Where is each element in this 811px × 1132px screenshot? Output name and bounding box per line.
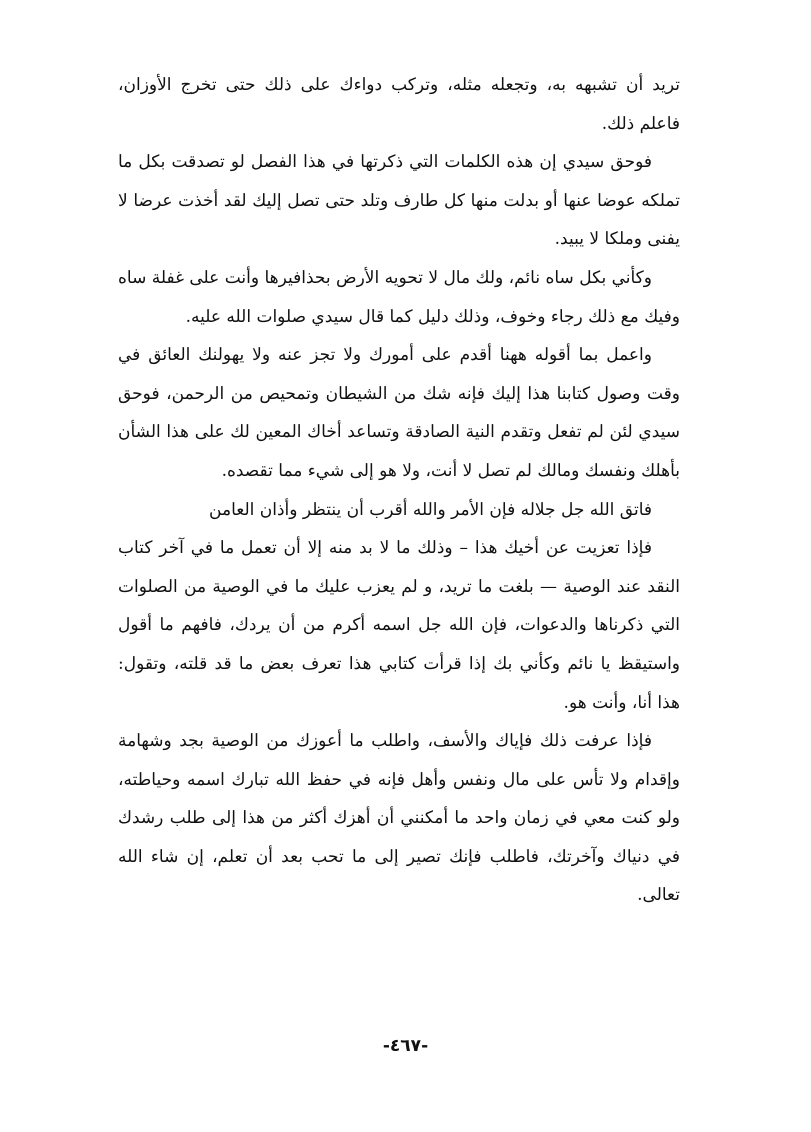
paragraph: وكأني بكل ساه نائم، ولك مال لا تحويه الأرض بحذافيرها وأنت على غفلة ساه وفيك مع ذلك رجاء وخوف، وذلك دليل كما قال سيدي صلوات الله عليه. — [118, 267, 680, 327]
page-number: -٤٦٧- — [382, 1036, 429, 1056]
paragraph-continuation: تريد أن تشبهه به، وتجعله مثله، وتركب دواءك على ذلك حتى تخرج الأوزان، فاعلم ذلك. — [118, 75, 680, 134]
paragraph: فاتق الله جل جلاله فإن الأمر والله أقرب أن ينتظر وأذان العامن — [209, 499, 652, 520]
paragraph: فإذا عرفت ذلك فإياك والأسف، واطلب ما أعوزك من الوصية بجد وشهامة وإقدام ولا تأس على مال ونفس وأهل فإنه في حفظ الله تبارك اسمه وحياطته، ولو كنت معي في زمان واحد ما أمكنني أن أهزك أكثر من هذا إلى طلب رشدك في دنياك وآخرتك، فاطلب فإنك تصير إلى ما تحب بعد أن تعلم، إن شاء الله تعالى. — [118, 731, 680, 906]
paragraph: فإذا تعزيت عن أخيك هذا – وذلك ما لا بد منه إلا أن تعمل ما في آخر كتاب النقد عند الوصية — بلغت ما تريد، و لم يعزب عليك ما في الوصية من الصلوات التي ذكرناها والدعوات، فإن الله جل اسمه أكرم من أن يردك، فافهم ما أقول واستيقظ يا نائم وكأني بك إذا قرأت كتابي هذا تعرف بعض ما قد قلته، وتقول: هذا أنا، وأنت هو. — [118, 538, 680, 713]
body-text — [118, 66, 680, 915]
paragraph: فوحق سيدي إن هذه الكلمات التي ذكرتها في هذا الفصل لو تصدقت بكل ما تملكه عوضا عنها أو بدلت منها كل طارف وتلد حتى تصل إليك لقد أخذت عرضا لا يفنى وملكا لا يبيد. — [118, 152, 680, 250]
paragraph: واعمل بما أقوله ههنا أقدم على أمورك ولا تجز عنه ولا يهولنك العائق في وقت وصول كتابنا هذا إليك فإنه شك من الشيطان وتمحيص من الرحمن، فوحق سيدي لئن لم تفعل وتقدم النية الصادقة وتساعد أخاك المعين لك على هذا الشأن بأهلك ونفسك ومالك لم تصل لا أنت، ولا هو إلى شيء مما تقصده. — [118, 345, 680, 481]
